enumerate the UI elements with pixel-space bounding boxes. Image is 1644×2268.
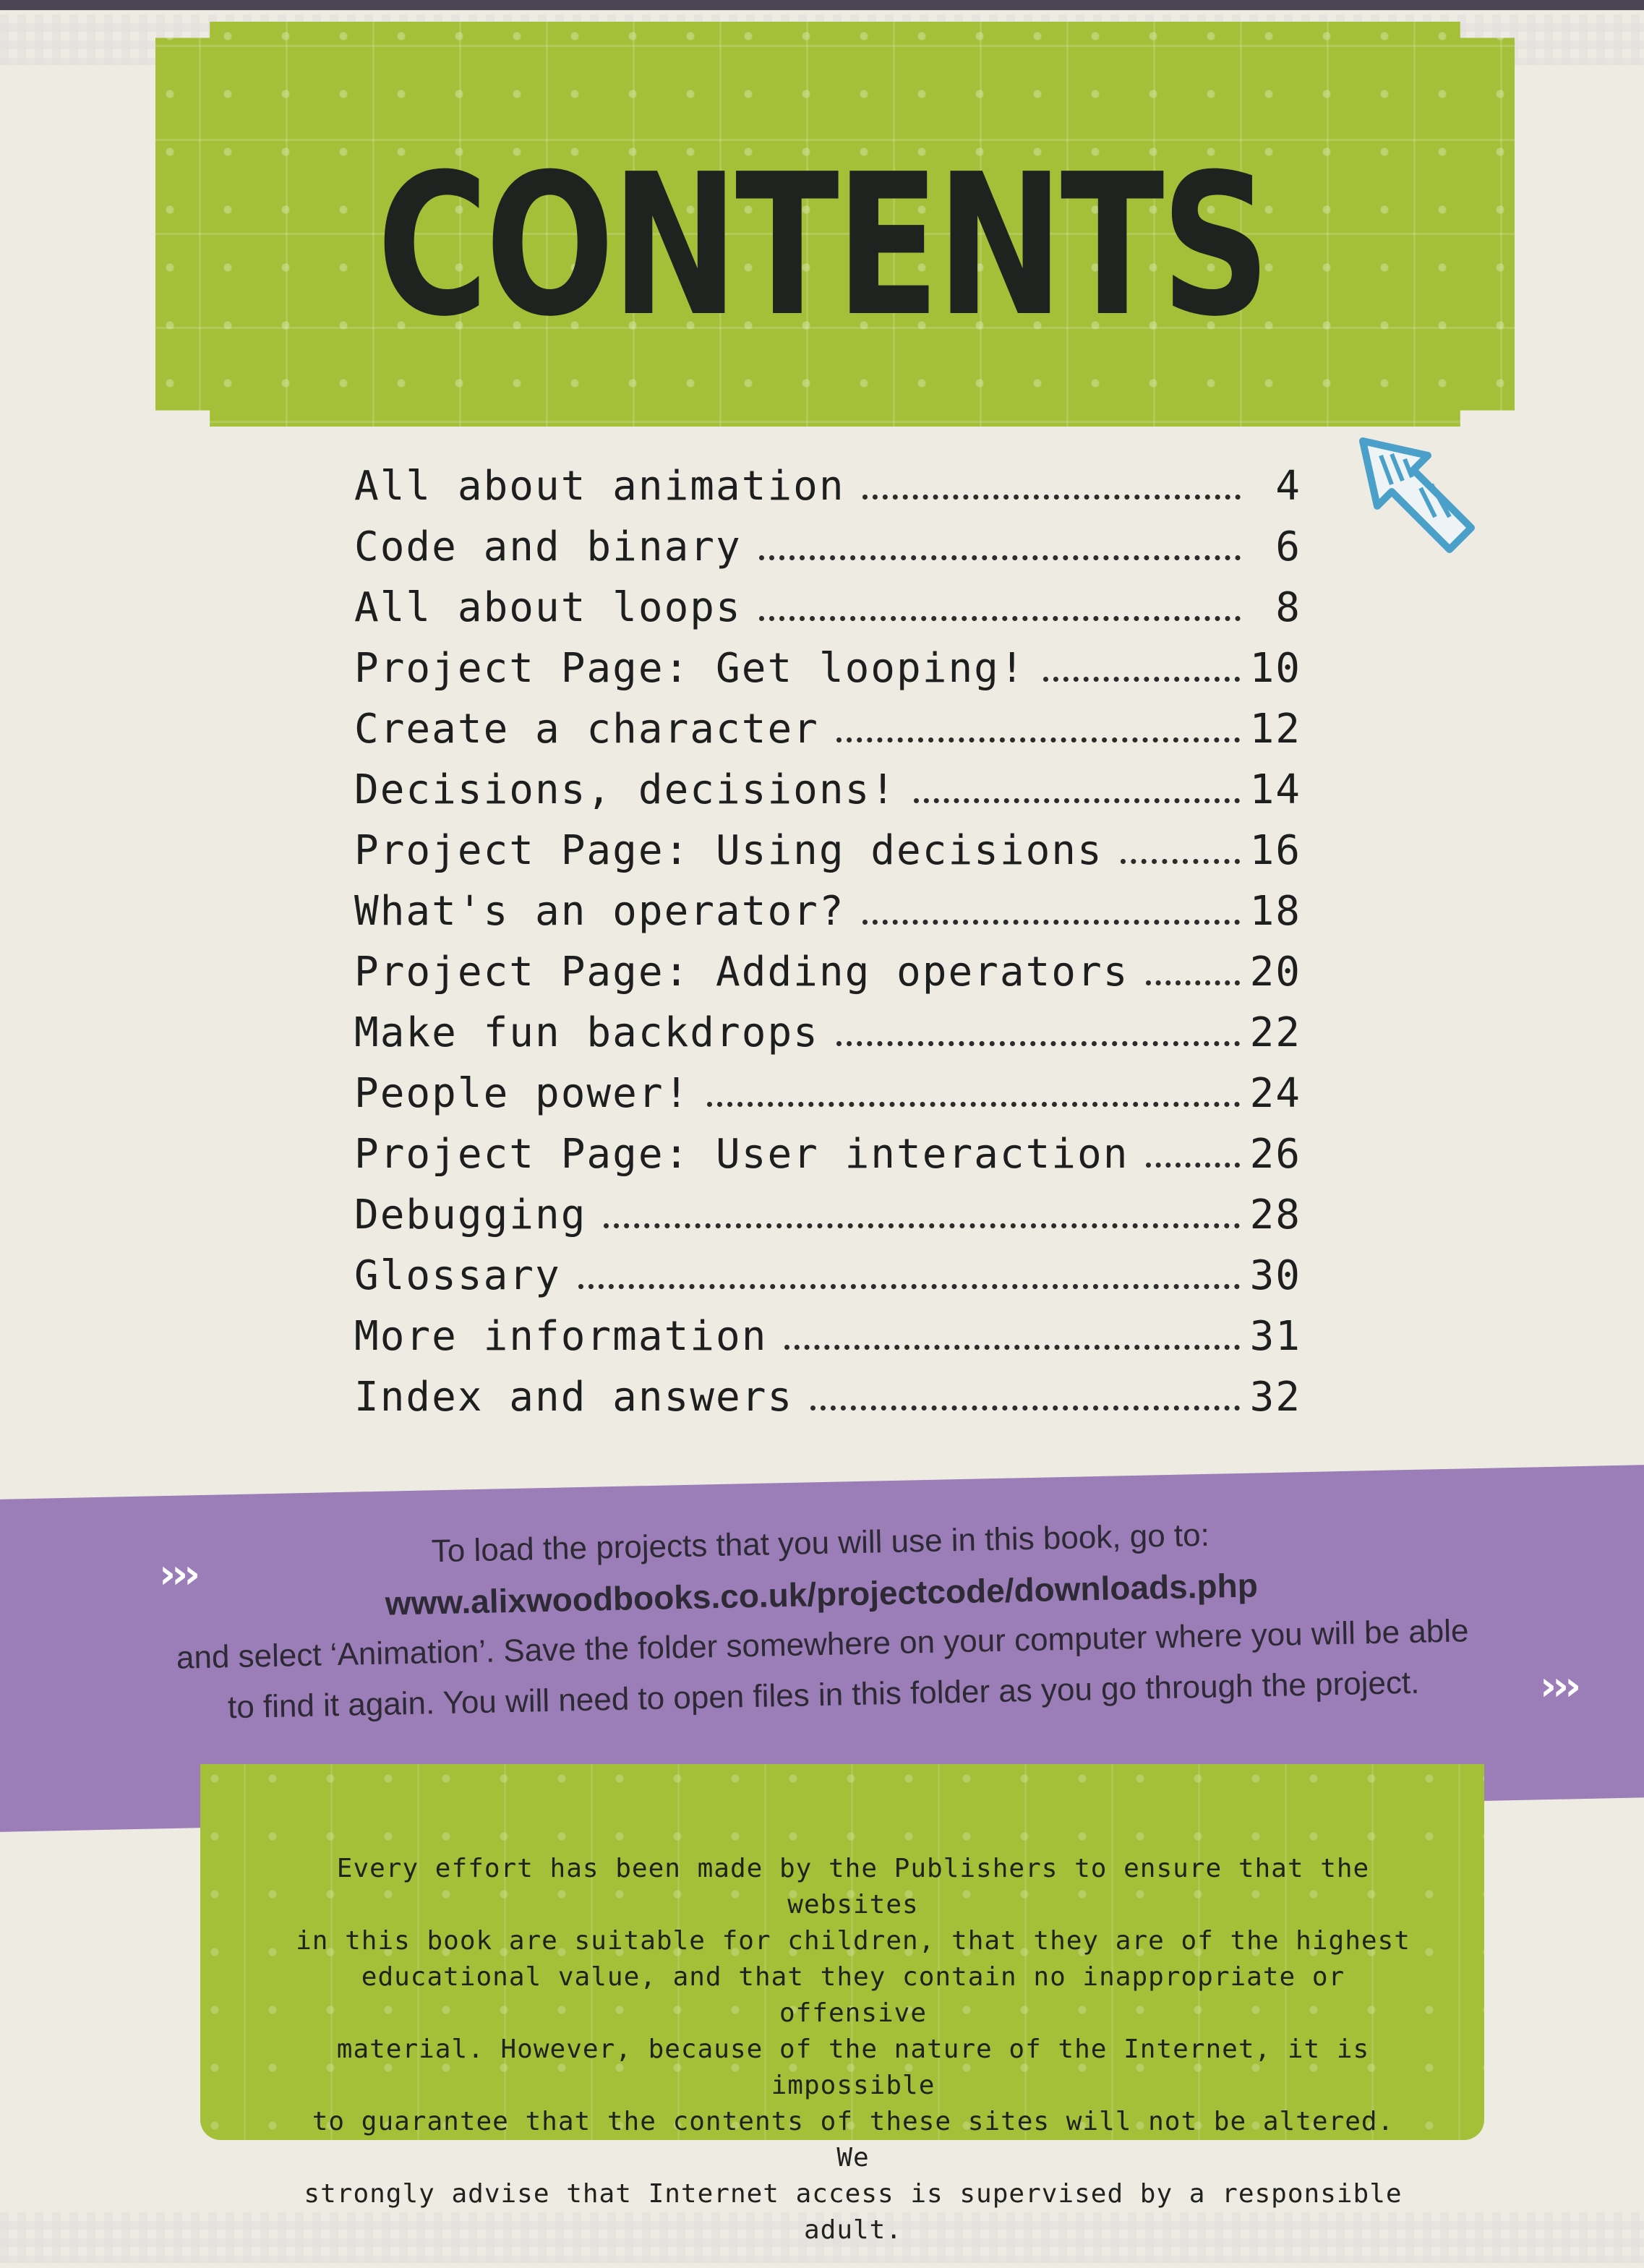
dot-leader	[914, 797, 1240, 803]
toc-entry-page: 31	[1249, 1313, 1301, 1360]
dot-leader	[1146, 1162, 1239, 1168]
toc-entry[interactable]	[354, 1070, 1301, 1131]
dot-leader	[836, 737, 1240, 743]
toc-entry-title: Project Page: Using decisions	[354, 827, 1103, 874]
toc-entry-title: More information	[354, 1313, 768, 1360]
banner-line: to find it again. You will need to open files in this folder as you go through the project.	[227, 1664, 1420, 1726]
dot-leader	[1121, 858, 1240, 864]
toc-entry[interactable]	[354, 706, 1301, 766]
toc-entry[interactable]	[354, 827, 1301, 888]
toc-entry[interactable]	[354, 523, 1301, 584]
toc-entry[interactable]	[354, 888, 1301, 949]
page-title: CONTENTS	[377, 132, 1267, 359]
notice-line: strongly advise that Internet access is supervised by a responsible adult.	[304, 2179, 1403, 2245]
dot-leader	[784, 1344, 1239, 1350]
toc-entry-title: Create a character	[354, 706, 819, 753]
safety-notice	[289, 1851, 1417, 2248]
dot-leader	[1146, 980, 1239, 985]
toc-entry[interactable]	[354, 1191, 1301, 1252]
download-link[interactable]: www.alixwoodbooks.co.uk/projectcode/downloads.php	[385, 1566, 1259, 1622]
toc-entry-page: 8	[1275, 584, 1301, 631]
toc-entry[interactable]	[354, 766, 1301, 827]
notice-line: Every effort has been made by the Publishers to ensure that the websites	[336, 1854, 1370, 1920]
toc-entry[interactable]	[354, 1131, 1301, 1191]
toc-entry-title: Project Page: Get looping!	[354, 645, 1026, 692]
toc-entry-title: People power!	[354, 1070, 690, 1117]
notice-line: to guarantee that the contents of these sites will not be altered. We	[312, 2107, 1395, 2173]
toc-entry-page: 18	[1249, 888, 1301, 935]
toc-entry-title: Debugging	[354, 1191, 587, 1238]
toc-entry-title: Make fun backdrops	[354, 1009, 819, 1056]
dot-leader	[1043, 676, 1240, 682]
toc-entry-title: What's an operator?	[354, 888, 845, 935]
toc-entry-page: 14	[1249, 766, 1301, 813]
toc-entry[interactable]	[354, 463, 1301, 523]
toc-entry-page: 10	[1249, 645, 1301, 692]
toc-entry[interactable]	[354, 1009, 1301, 1070]
banner-line: and select ‘Animation’. Save the folder somewhere on your computer where you will be able	[176, 1613, 1469, 1676]
cursor-arrow-icon	[1348, 427, 1493, 571]
toc-entry-page: 20	[1249, 949, 1301, 996]
table-of-contents	[354, 463, 1301, 1434]
toc-entry[interactable]	[354, 949, 1301, 1009]
banner-line: To load the projects that you will use in this book, go to:	[431, 1517, 1210, 1570]
dot-leader	[707, 1101, 1239, 1107]
dot-leader	[862, 919, 1240, 925]
toc-entry-title: Code and binary	[354, 523, 742, 570]
dot-leader	[836, 1040, 1240, 1046]
toc-entry-page: 32	[1249, 1374, 1301, 1421]
triple-chevron-icon: ›››	[159, 1551, 197, 1598]
dot-leader	[862, 494, 1241, 500]
toc-entry-page: 4	[1275, 463, 1301, 510]
toc-entry[interactable]	[354, 645, 1301, 706]
download-instructions	[0, 1501, 1644, 1738]
top-edge	[0, 0, 1644, 10]
toc-entry-title: Project Page: User interaction	[354, 1131, 1129, 1178]
toc-entry-page: 24	[1249, 1070, 1301, 1117]
toc-entry-page: 12	[1249, 706, 1301, 753]
toc-entry[interactable]	[354, 1252, 1301, 1313]
dot-leader	[810, 1405, 1239, 1411]
toc-entry-title: All about animation	[354, 463, 845, 510]
dot-leader	[578, 1283, 1240, 1289]
toc-entry-page: 6	[1275, 523, 1301, 570]
dot-leader	[759, 555, 1241, 560]
toc-entry-page: 26	[1249, 1131, 1301, 1178]
notice-line: material. However, because of the nature of the Internet, it is impossible	[336, 2034, 1370, 2100]
toc-entry-title: Project Page: Adding operators	[354, 949, 1129, 996]
toc-entry-page: 28	[1249, 1191, 1301, 1238]
toc-entry-page: 16	[1249, 827, 1301, 874]
toc-entry-title: Decisions, decisions!	[354, 766, 897, 813]
triple-chevron-icon: ›››	[1540, 1663, 1577, 1710]
toc-entry[interactable]	[354, 584, 1301, 645]
toc-entry-title: Glossary	[354, 1252, 561, 1299]
dot-leader	[759, 615, 1241, 621]
notice-line: educational value, and that they contain no inappropriate or offensive	[361, 1962, 1345, 2028]
notice-line: in this book are suitable for children, that they are of the highest	[296, 1926, 1410, 1956]
toc-entry[interactable]	[354, 1313, 1301, 1374]
toc-entry-page: 22	[1249, 1009, 1301, 1056]
toc-entry-title: Index and answers	[354, 1374, 794, 1421]
toc-entry-title: All about loops	[354, 584, 742, 631]
toc-entry-page: 30	[1249, 1252, 1301, 1299]
dot-leader	[604, 1223, 1239, 1228]
toc-entry[interactable]	[354, 1374, 1301, 1434]
